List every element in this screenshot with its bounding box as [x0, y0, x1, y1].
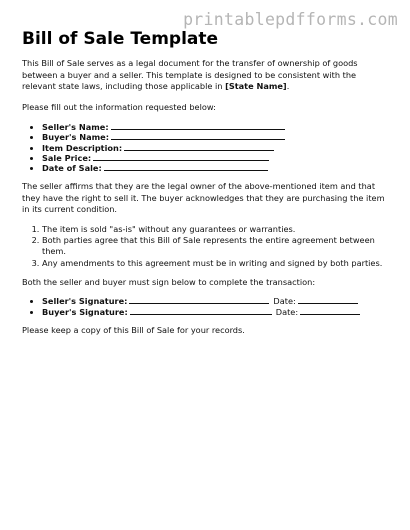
item-description-label: Item Description:	[42, 142, 123, 153]
state-name-placeholder: [State Name]	[225, 81, 287, 91]
seller-name-row	[42, 122, 392, 132]
term-item: 3. Any amendments to this agreement must be in writing and signed by both parties.	[42, 258, 392, 269]
buyer-name-field[interactable]	[111, 132, 285, 140]
document	[22, 28, 392, 337]
watermark: printablepdfforms.com	[183, 10, 398, 29]
buyer-name-label: Buyer's Name:	[42, 132, 109, 143]
buyer-date-field[interactable]	[300, 307, 360, 315]
date-of-sale-row	[42, 163, 392, 173]
buyer-signature-label: Buyer's Signature:	[42, 306, 128, 317]
sale-price-label: Sale Price:	[42, 152, 92, 163]
info-fields	[22, 122, 392, 173]
date-of-sale-field[interactable]	[104, 163, 268, 171]
intro-text: This Bill of Sale serves as a legal document for the transfer of ownership of goods between a buyer and a seller. This template is designed to be consistent with the relevant state laws, including those applicable in	[22, 58, 358, 91]
closing-note: Please keep a copy of this Bill of Sale for your records.	[22, 325, 245, 336]
buyer-signature-row	[42, 307, 392, 318]
seller-name-label: Seller's Name:	[42, 122, 109, 132]
item-description-field[interactable]	[124, 143, 274, 151]
fill-prompt: Please fill out the information requested below:	[22, 101, 216, 112]
signature-list	[22, 296, 392, 317]
date-of-sale-label: Date of Sale:	[42, 163, 102, 174]
seller-signature-label: Seller's Signature:	[42, 296, 128, 307]
terms-list	[22, 224, 392, 269]
term-item: 2. Both parties agree that this Bill of Sale represents the entire agreement between them.	[42, 235, 392, 257]
intro-end: .	[286, 81, 290, 91]
buyer-signature-field[interactable]	[130, 307, 272, 315]
page-title: Bill of Sale Template	[22, 29, 219, 49]
seller-date-label: Date:	[273, 296, 296, 307]
seller-signature-row	[42, 296, 392, 307]
item-description-row	[42, 143, 392, 153]
intro-paragraph	[22, 58, 392, 93]
term-item: 1. The item is sold "as-is" without any guarantees or warranties.	[42, 224, 392, 235]
sale-price-field[interactable]	[93, 153, 269, 161]
seller-signature-field[interactable]	[129, 296, 269, 304]
seller-date-field[interactable]	[298, 296, 358, 304]
affirmation-paragraph: The seller affirms that they are the legal owner of the above-mentioned item and that they have the right to sell it. The buyer acknowledges that they are purchasing the item in its current condition.	[22, 181, 385, 215]
buyer-date-label: Date:	[275, 306, 299, 317]
sale-price-row	[42, 153, 392, 163]
buyer-name-row	[42, 132, 392, 142]
seller-name-field[interactable]	[111, 122, 285, 130]
signature-prompt: Both the seller and buyer must sign below to complete the transaction:	[22, 276, 316, 287]
